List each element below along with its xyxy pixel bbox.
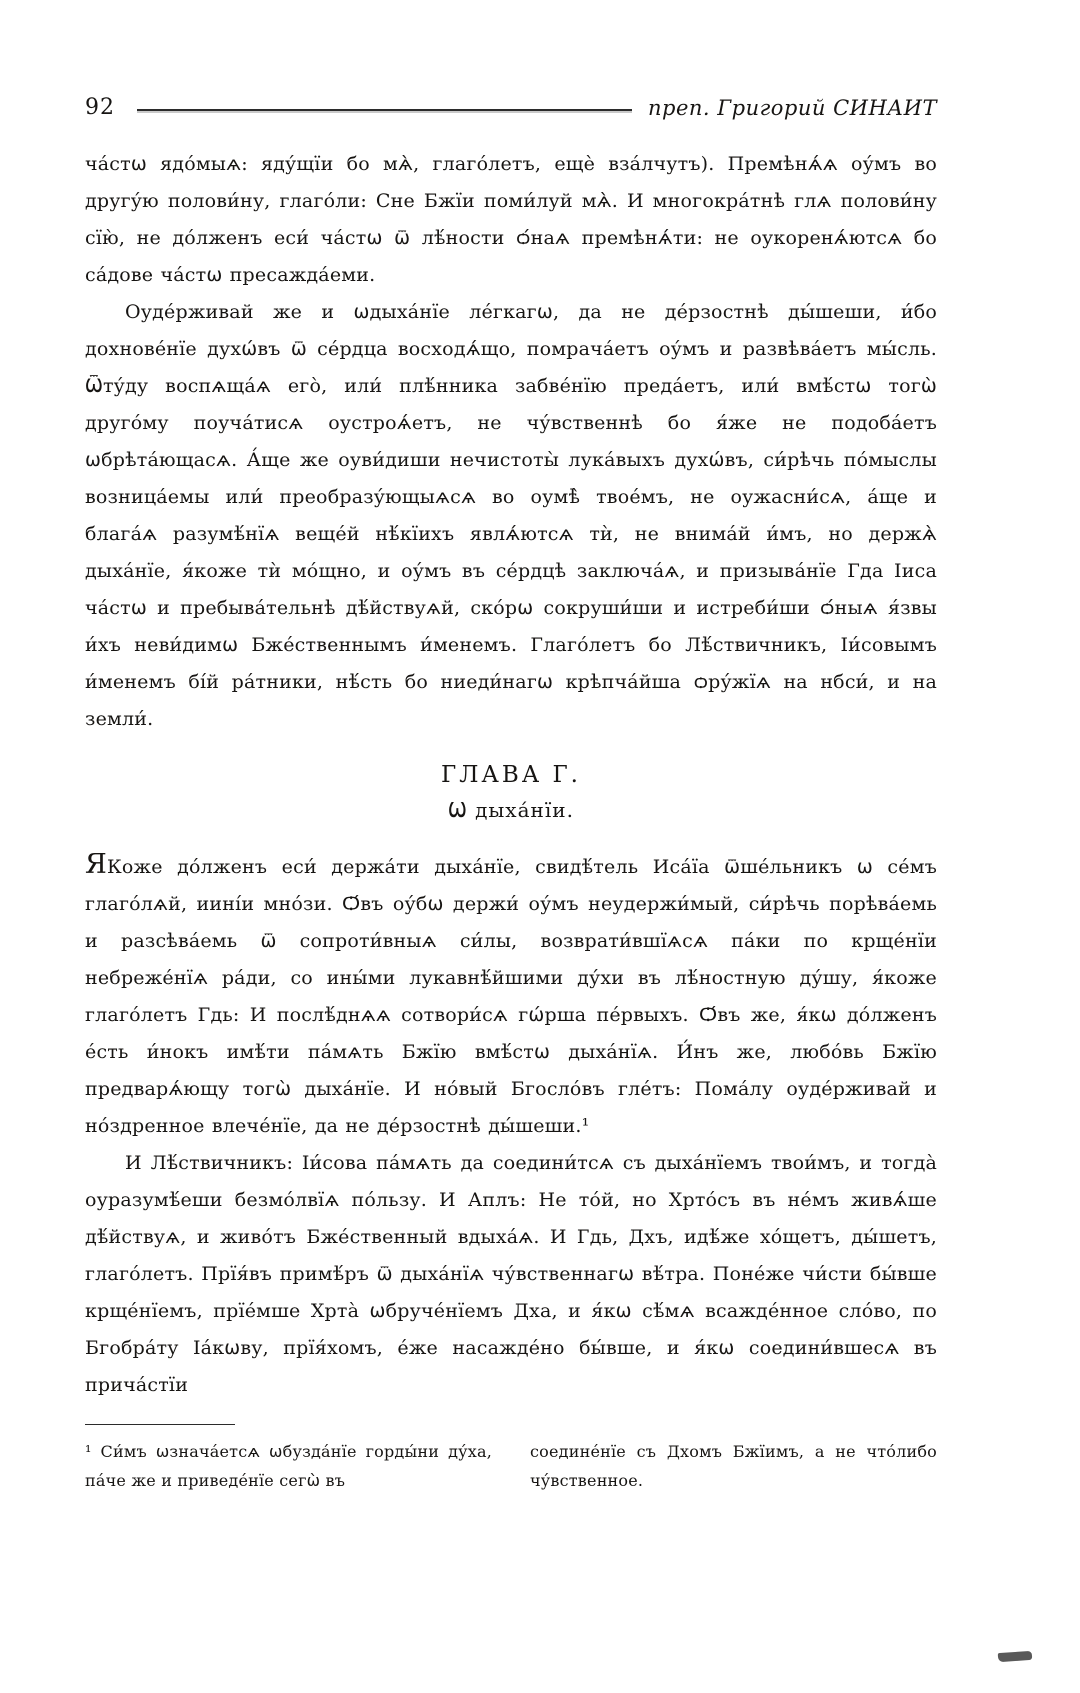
paragraph [85, 846, 937, 1145]
footnote-left-column: ¹ Си́мъ ѡзнача́етсѧ ѡбузда́нїе горды́ни ду́ха, па́че же и приведе́нїе сегѡ̀ въ [85, 1442, 492, 1490]
text-block [85, 146, 937, 1404]
footnote-rule [85, 1424, 235, 1425]
paragraph: Оуде́рживай же и ѡдыха́нїе ле́гкагѡ, да не де́рзостнѣ ды́шеши, и́бо дохнове́нїе духѡ́въ ѿ се́рдца восходѧ́що, помрача́етъ оу́мъ и развѣва́етъ мы́сль. Ѿту́ду воспѧща́ѧ его̀, или́ плѣ́нника забве́нїю преда́етъ, или́ вмѣ́стѡ тогѡ̀ друго́му поуча́тисѧ оустроѧ́етъ, не чу́вственнѣ бо я́же не подоба́етъ ѡбрѣта́ющасѧ. А́ще же оуви́диши нечистоты̀ лука́выхъ духѡ́въ, си́рѣчь по́мыслы возница́емы или́ преобразу́ющыѧсѧ во оумѣ̀ твое́мъ, не оужасни́сѧ, а́ще и блага́ѧ разумѣ́нїѧ веще́й нѣ́кїихъ явлѧ́ютсѧ тѝ, не внима́й и́мъ, но держѧ̀ дыха́нїе, я́коже тѝ мо́щно, и оу́мъ въ се́рдцѣ заключа́ѧ, и призыва́нїе Гда Іиса ча́стѡ и пребыва́тельнѣ дѣ́йствуѧй, ско́рѡ сокруши́ши и истреби́ши ѻ́ныѧ я́звы и́хъ неви́димѡ Бже́ственнымъ и́менемъ. Глаго́летъ бо Лѣ́ствичникъ, Іи́совымъ и́менемъ бі́й ра́тники, нѣ́сть бо ниеди́нагѡ крѣпча́йша ѻру́жїѧ на нбси́, и на земли́. [85, 301, 937, 730]
paragraph-continuation: ча́стѡ ядо́мыѧ: яду́щїи бо мѧ̀, глаго́летъ, ещѐ вза́лчутъ). Премѣнѧ́ѧ оу́мъ во другу́ю полови́ну, глаго́ли: Сне Бжїи поми́луй мѧ̀. И многокра́тнѣ глѧ полови́ну сїю̀, не до́лженъ еси́ ча́стѡ ѿ лѣ́ности ѻ́наѧ премѣнѧ́ти: не оукоренѧ́ютсѧ бо са́дове ча́стѡ пресажда́еми. [85, 153, 937, 286]
page-number: 92 [85, 95, 115, 120]
footnote-columns [85, 1437, 937, 1495]
footnote-right-column: соедине́нїе съ Дхомъ Бжїимъ, а не что́либо чу́вственное. [530, 1442, 937, 1490]
drop-initial: Я [85, 849, 108, 880]
running-title: преп. Григорий СИНАИТ [648, 95, 937, 120]
chapter-subtitle: Ѡ дыха́нїи. [448, 798, 574, 822]
header-rule [137, 109, 632, 111]
paragraph: И Лѣ́ствичникъ: Іи́сова па́мѧть да соедини́тсѧ съ дыха́нїемъ твои́мъ, и тогда̀ оуразумѣ́еши безмо́лвїѧ по́льзу. И Аплъ: Не то́й, но Хрто́съ въ не́мъ живѧ́ше дѣ́йствуѧ, и живо́тъ Бже́ственный вдыха́ѧ. И Гдь, Дхъ, идѣ́же хо́щетъ, ды́шетъ, глаго́летъ. Прїя́въ примѣ́ръ ѿ дыха́нїѧ чу́вственнагѡ вѣ́тра. Поне́же чи́сти бы́вше крще́нїемъ, прїе́мше Хрта̀ ѡбруче́нїемъ Дха, и я́кѡ сѣ́мѧ всажде́нное сло́во, по Бгобра́ту Іа́кѡву, прїя́хомъ, е́же насажде́но бы́вше, и я́кѡ соедини́вшесѧ въ прича́стїи [85, 1152, 937, 1396]
chapter-heading: ГЛАВА Г. [440, 762, 581, 788]
footnote-area [85, 1424, 937, 1495]
paragraph-text: Коже до́лженъ еси́ держа́ти дыха́нїе, свидѣ́тель Иса́їа ѿше́льникъ ѡ се́мъ глаго́лѧй, иині́и мно́зи. Ѻ́въ оу́бѡ держи́ оу́мъ неудержи́мый, си́рѣчь порѣва́емь и разсѣва́емь ѿ сопроти́вныѧ си́лы, возврати́вшїѧсѧ па́ки по крще́нїи небреже́нїѧ ра́ди, со ины́ми лукавнѣ́йшими ду́хи въ лѣ́ностную ду́шу, я́коже глаго́летъ Гдь: И послѣ́днѧѧ сотвори́сѧ гѡ́рша пе́рвыхъ. Ѻ́въ же, я́кѡ до́лженъ е́сть и́нокъ имѣ́ти па́мѧть Бжїю вмѣ́стѡ дыха́нїѧ. И́нъ же, любо́вь Бжїю предварѧ́ющу тогѡ̀ дыха́нїе. И но́вый Бгосло́въ гле́тъ: Пома́лу оуде́рживай и но́здренное влече́нїе, да не де́рзостнѣ ды́шеши.¹ [85, 856, 937, 1137]
page-header [85, 95, 937, 120]
scan-artifact [998, 1651, 1033, 1662]
